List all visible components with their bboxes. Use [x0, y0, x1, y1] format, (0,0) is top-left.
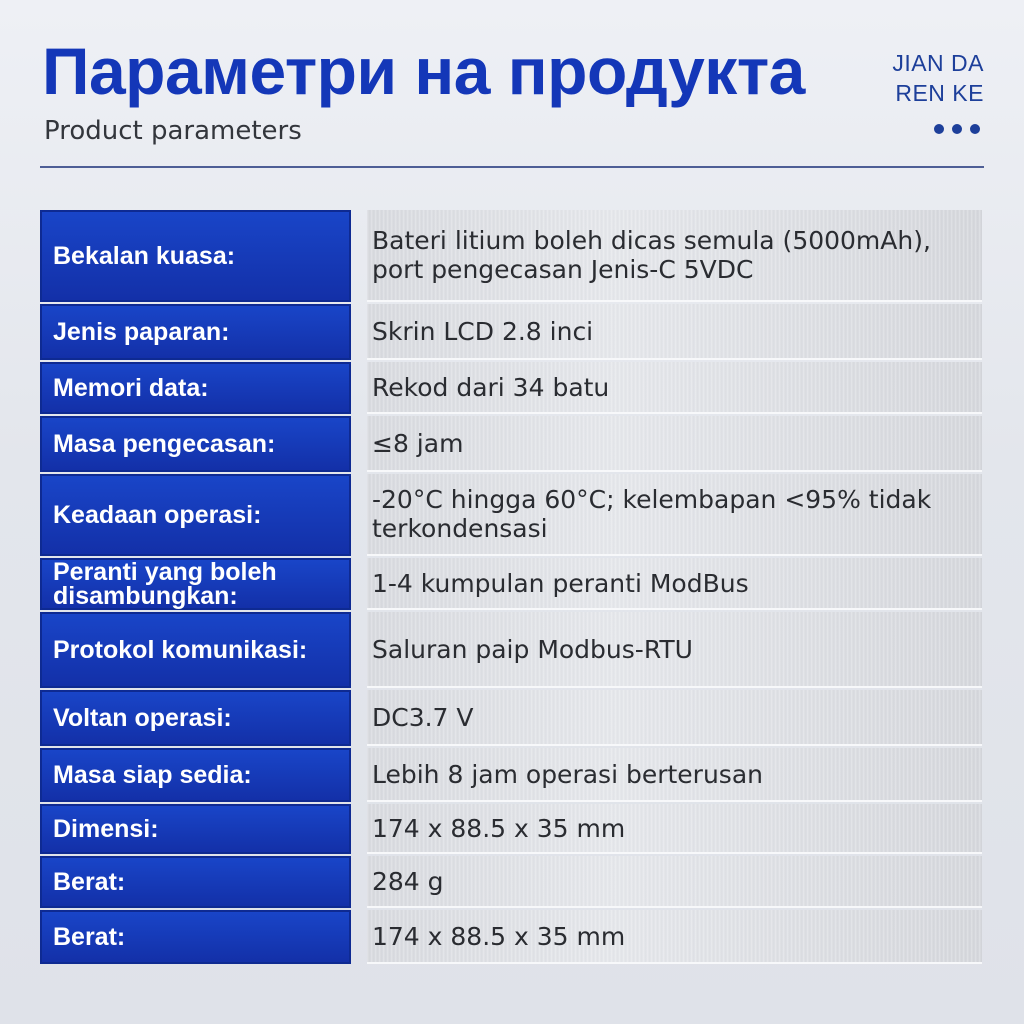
- param-label: Masa pengecasan:: [40, 416, 351, 472]
- param-value: Saluran paip Modbus-RTU: [367, 612, 982, 688]
- table-row: [40, 690, 982, 746]
- table-row: [40, 210, 982, 302]
- param-value: 174 x 88.5 x 35 mm: [367, 804, 982, 854]
- table-row: [40, 910, 982, 964]
- param-label: Masa siap sedia:: [40, 748, 351, 802]
- page-title: Параметри на продукта: [42, 34, 805, 108]
- param-label: Peranti yang boleh disambungkan:: [40, 558, 351, 610]
- table-row: [40, 856, 982, 908]
- dot-icon: [970, 124, 980, 134]
- table-row: [40, 474, 982, 556]
- header-divider: [40, 166, 984, 168]
- param-value: ≤8 jam: [367, 416, 982, 472]
- param-value: Rekod dari 34 batu: [367, 362, 982, 414]
- param-value: Bateri litium boleh dicas semula (5000mAh), port pengecasan Jenis-C 5VDC: [367, 210, 982, 302]
- param-value: DC3.7 V: [367, 690, 982, 746]
- param-label: Bekalan kuasa:: [40, 210, 351, 302]
- table-row: [40, 304, 982, 360]
- param-value: 1-4 kumpulan peranti ModBus: [367, 558, 982, 610]
- param-value: 174 x 88.5 x 35 mm: [367, 910, 982, 964]
- brand-logo: [892, 48, 984, 108]
- brand-line-1: JIAN DA: [892, 50, 984, 76]
- brand-line-2: REN KE: [895, 80, 984, 106]
- param-label: Memori data:: [40, 362, 351, 414]
- dot-icon: [934, 124, 944, 134]
- table-row: [40, 362, 982, 414]
- param-label: Protokol komunikasi:: [40, 612, 351, 688]
- param-value: -20°C hingga 60°C; kelembapan <95% tidak terkondensasi: [367, 474, 982, 556]
- param-label: Dimensi:: [40, 804, 351, 854]
- dots-icon: [934, 124, 980, 134]
- table-row: [40, 416, 982, 472]
- param-label: Voltan operasi:: [40, 690, 351, 746]
- table-row: [40, 558, 982, 610]
- page-subtitle: Product parameters: [44, 116, 302, 146]
- table-row: [40, 612, 982, 688]
- param-label: Keadaan operasi:: [40, 474, 351, 556]
- param-label: Berat:: [40, 910, 351, 964]
- param-value: 284 g: [367, 856, 982, 908]
- table-row: [40, 748, 982, 802]
- param-value: Lebih 8 jam operasi berterusan: [367, 748, 982, 802]
- table-row: [40, 804, 982, 854]
- param-label: Berat:: [40, 856, 351, 908]
- param-value: Skrin LCD 2.8 inci: [367, 304, 982, 360]
- param-label: Jenis paparan:: [40, 304, 351, 360]
- dot-icon: [952, 124, 962, 134]
